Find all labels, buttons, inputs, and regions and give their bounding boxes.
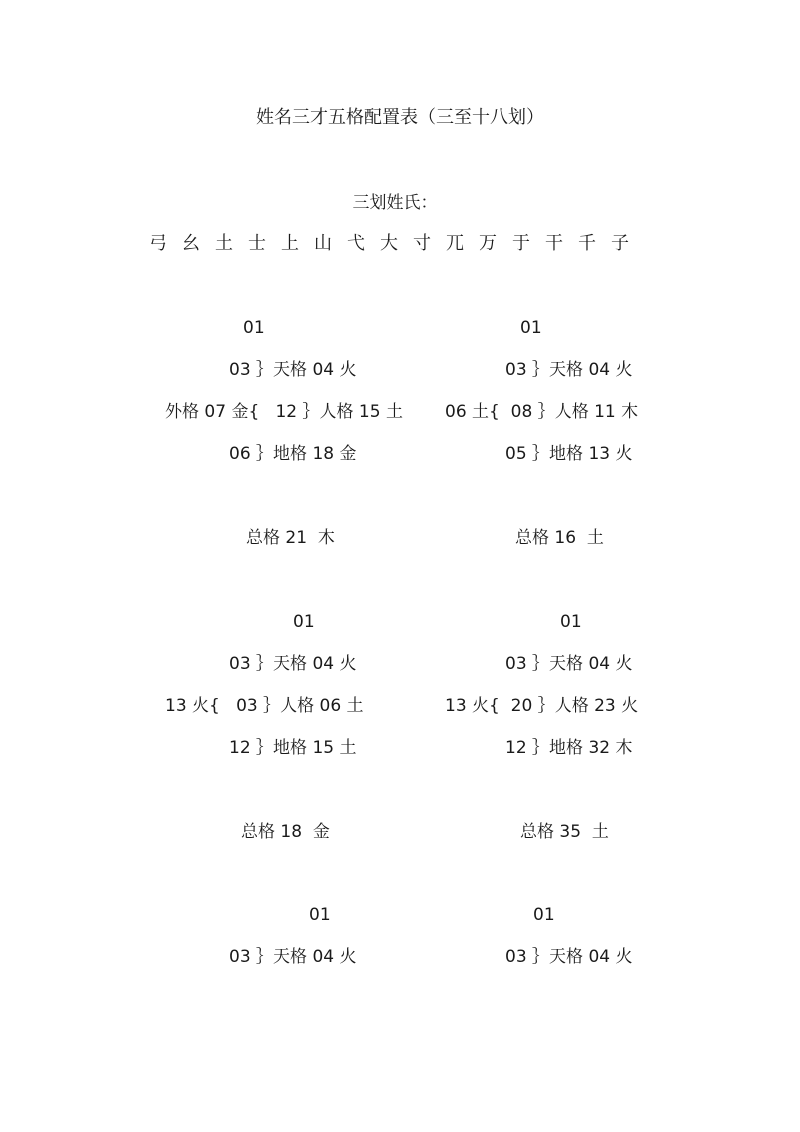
- stroke-top: 01: [243, 318, 265, 338]
- stroke-top: 01: [533, 905, 555, 925]
- tian-ge-line: 03 ｝天格 04 火: [505, 360, 633, 380]
- zong-ge-line: 总格 21 木: [246, 528, 335, 548]
- surname-char: 兀: [446, 233, 465, 254]
- di-ge-line: 12 ｝地格 32 木: [505, 738, 633, 758]
- surname-char: 于: [512, 233, 531, 254]
- surname-char: 寸: [413, 233, 432, 254]
- stroke-top: 01: [309, 905, 331, 925]
- surname-char: 大: [380, 233, 399, 254]
- ren-ge-line: 外格 07 金{ 12 ｝人格 15 土: [165, 402, 403, 422]
- surname-char: 士: [248, 233, 267, 254]
- surname-char: 千: [578, 233, 597, 254]
- section-label: 三划姓氏：: [352, 193, 438, 213]
- surname-char: 子: [611, 233, 630, 254]
- zong-ge-line: 总格 35 土: [520, 822, 609, 842]
- surname-char: 弋: [347, 233, 366, 254]
- page-title: 姓名三才五格配置表（三至十八划）: [256, 107, 544, 128]
- surname-char: 上: [281, 233, 300, 254]
- stroke-top: 01: [560, 612, 582, 632]
- ren-ge-line: 06 土{ 08 ｝人格 11 木: [445, 402, 639, 422]
- surname-char: 山: [314, 233, 333, 254]
- surname-char: 弓: [149, 233, 168, 254]
- tian-ge-line: 03 ｝天格 04 火: [505, 654, 633, 674]
- tian-ge-line: 03 ｝天格 04 火: [229, 360, 357, 380]
- zong-ge-line: 总格 16 土: [515, 528, 604, 548]
- surname-char: 幺: [182, 233, 201, 254]
- di-ge-line: 05 ｝地格 13 火: [505, 444, 633, 464]
- stroke-top: 01: [520, 318, 542, 338]
- zong-ge-line: 总格 18 金: [241, 822, 330, 842]
- surname-char-list: [148, 233, 631, 255]
- surname-char: 万: [479, 233, 498, 254]
- tian-ge-line: 03 ｝天格 04 火: [229, 654, 357, 674]
- surname-char: 干: [545, 233, 564, 254]
- stroke-top: 01: [293, 612, 315, 632]
- di-ge-line: 06 ｝地格 18 金: [229, 444, 357, 464]
- ren-ge-line: 13 火{ 03 ｝人格 06 土: [165, 696, 364, 716]
- tian-ge-line: 03 ｝天格 04 火: [505, 947, 633, 967]
- tian-ge-line: 03 ｝天格 04 火: [229, 947, 357, 967]
- di-ge-line: 12 ｝地格 15 土: [229, 738, 357, 758]
- surname-char: 土: [215, 233, 234, 254]
- ren-ge-line: 13 火{ 20 ｝人格 23 火: [445, 696, 639, 716]
